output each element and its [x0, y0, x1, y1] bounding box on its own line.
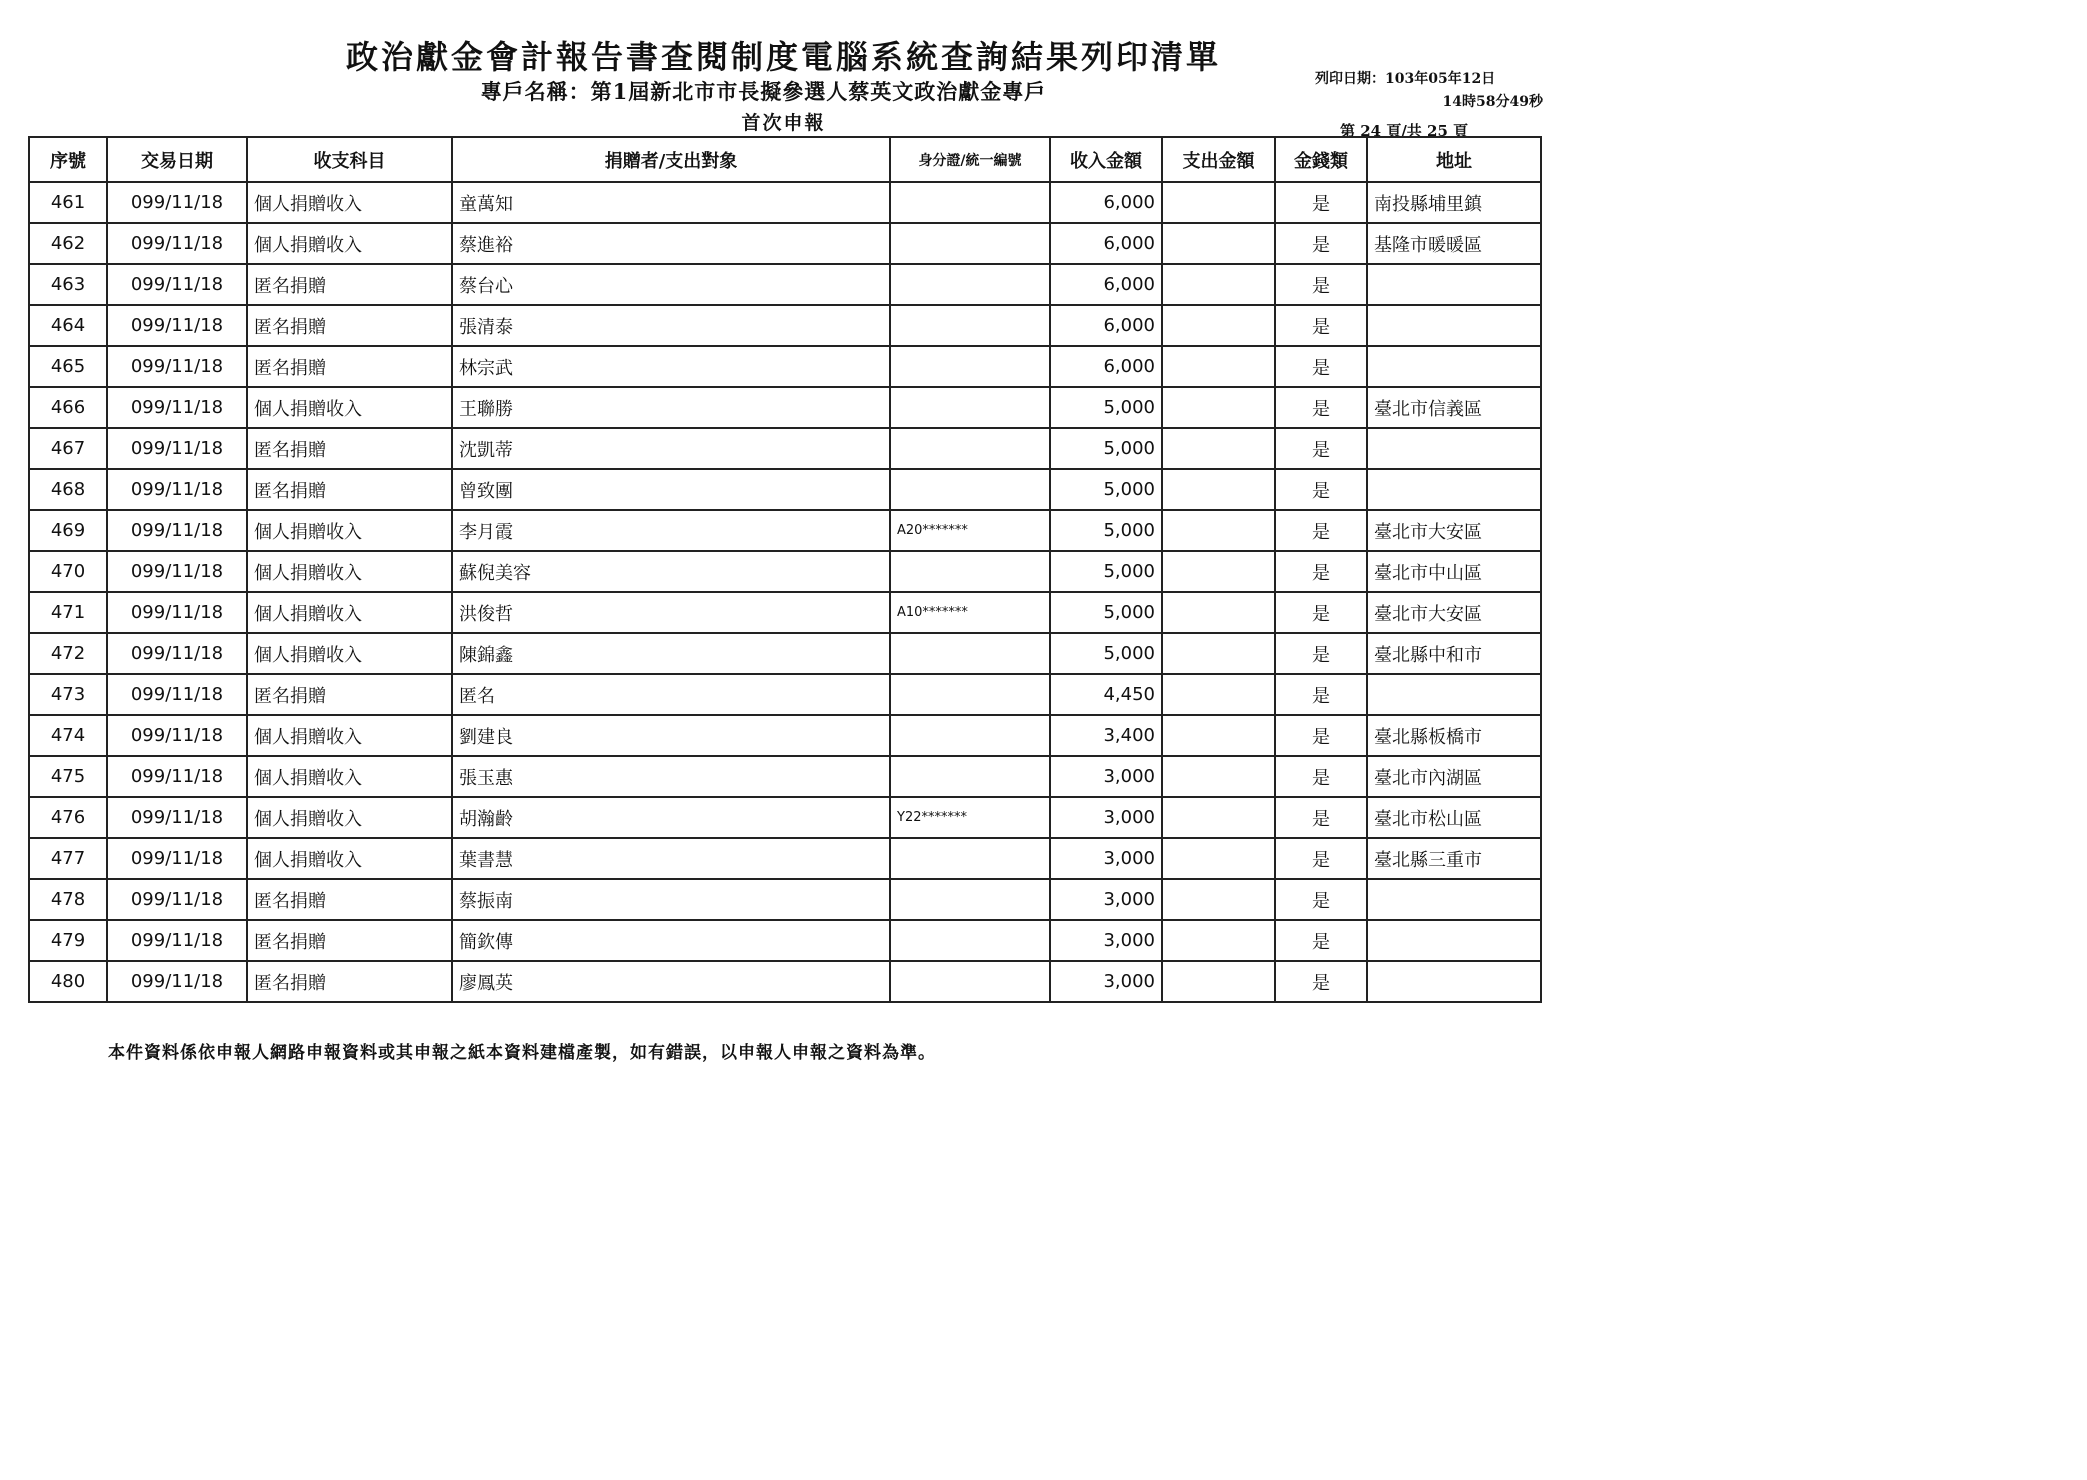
- cell-date: 099/11/18: [107, 633, 247, 674]
- cell-address: [1367, 346, 1541, 387]
- cell-donor: 葉書慧: [452, 838, 890, 879]
- cell-category: 匿名捐贈: [247, 428, 452, 469]
- cell-income: 5,000: [1050, 428, 1162, 469]
- cell-category: 個人捐贈收入: [247, 510, 452, 551]
- cell-category: 匿名捐贈: [247, 305, 452, 346]
- cell-cash: 是: [1275, 756, 1367, 797]
- cell-donor: 蘇倪美容: [452, 551, 890, 592]
- cell-date: 099/11/18: [107, 715, 247, 756]
- table-row: [29, 838, 1541, 879]
- cell-date: 099/11/18: [107, 838, 247, 879]
- cell-cash: 是: [1275, 223, 1367, 264]
- cell-category: 個人捐贈收入: [247, 223, 452, 264]
- cell-category: 匿名捐贈: [247, 346, 452, 387]
- cell-income: 5,000: [1050, 510, 1162, 551]
- cell-date: 099/11/18: [107, 469, 247, 510]
- cell-date: 099/11/18: [107, 264, 247, 305]
- cell-address: 臺北市中山區: [1367, 551, 1541, 592]
- cell-id: [890, 920, 1050, 961]
- table-header-row: [29, 137, 1541, 182]
- table-row: [29, 346, 1541, 387]
- cell-donor: 王聯勝: [452, 387, 890, 428]
- cell-address: 臺北縣三重市: [1367, 838, 1541, 879]
- cell-donor: 蔡台心: [452, 264, 890, 305]
- cell-address: [1367, 305, 1541, 346]
- cell-cash: 是: [1275, 838, 1367, 879]
- cell-expense: [1162, 797, 1275, 838]
- cell-donor: 張玉惠: [452, 756, 890, 797]
- cell-date: 099/11/18: [107, 592, 247, 633]
- cell-cash: 是: [1275, 428, 1367, 469]
- cell-category: 匿名捐贈: [247, 920, 452, 961]
- cell-date: 099/11/18: [107, 223, 247, 264]
- cell-address: 基隆市暖暖區: [1367, 223, 1541, 264]
- table-row: [29, 592, 1541, 633]
- col-header-expense: 支出金額: [1162, 137, 1275, 182]
- footer-note: 本件資料係依申報人網路申報資料或其申報之紙本資料建檔產製，如有錯誤，以申報人申報之資料為準。: [108, 1043, 936, 1063]
- cell-expense: [1162, 592, 1275, 633]
- page-info: 第 24 頁/共 25 頁: [1340, 122, 1469, 140]
- cell-seq: 477: [29, 838, 107, 879]
- cell-date: 099/11/18: [107, 674, 247, 715]
- cell-cash: 是: [1275, 674, 1367, 715]
- cell-seq: 476: [29, 797, 107, 838]
- cell-cash: 是: [1275, 387, 1367, 428]
- table-row: [29, 961, 1541, 1002]
- cell-seq: 465: [29, 346, 107, 387]
- cell-id: [890, 428, 1050, 469]
- report-type: 首次申報: [741, 112, 826, 134]
- cell-expense: [1162, 264, 1275, 305]
- table-row: [29, 469, 1541, 510]
- cell-income: 3,000: [1050, 920, 1162, 961]
- cell-cash: 是: [1275, 264, 1367, 305]
- cell-category: 個人捐贈收入: [247, 633, 452, 674]
- cell-income: 5,000: [1050, 551, 1162, 592]
- col-header-address: 地址: [1367, 137, 1541, 182]
- cell-donor: 曾致團: [452, 469, 890, 510]
- cell-donor: 洪俊哲: [452, 592, 890, 633]
- cell-address: 臺北縣中和市: [1367, 633, 1541, 674]
- cell-seq: 462: [29, 223, 107, 264]
- cell-expense: [1162, 469, 1275, 510]
- table-row: [29, 182, 1541, 223]
- cell-id: A20*******: [890, 510, 1050, 551]
- cell-income: 4,450: [1050, 674, 1162, 715]
- cell-category: 匿名捐贈: [247, 469, 452, 510]
- cell-expense: [1162, 551, 1275, 592]
- cell-date: 099/11/18: [107, 428, 247, 469]
- cell-expense: [1162, 305, 1275, 346]
- table-row: [29, 920, 1541, 961]
- cell-date: 099/11/18: [107, 551, 247, 592]
- cell-category: 個人捐贈收入: [247, 592, 452, 633]
- cell-address: [1367, 879, 1541, 920]
- col-header-seq: 序號: [29, 137, 107, 182]
- cell-date: 099/11/18: [107, 305, 247, 346]
- cell-income: 3,000: [1050, 961, 1162, 1002]
- cell-income: 5,000: [1050, 633, 1162, 674]
- cell-date: 099/11/18: [107, 756, 247, 797]
- cell-donor: 陳錦鑫: [452, 633, 890, 674]
- cell-income: 5,000: [1050, 592, 1162, 633]
- cell-id: [890, 264, 1050, 305]
- cell-income: 3,000: [1050, 879, 1162, 920]
- cell-seq: 464: [29, 305, 107, 346]
- cell-id: Y22*******: [890, 797, 1050, 838]
- cell-id: [890, 674, 1050, 715]
- cell-expense: [1162, 633, 1275, 674]
- table-row: [29, 264, 1541, 305]
- table-row: [29, 387, 1541, 428]
- cell-address: 臺北市松山區: [1367, 797, 1541, 838]
- cell-date: 099/11/18: [107, 182, 247, 223]
- col-header-income: 收入金額: [1050, 137, 1162, 182]
- table-row: [29, 428, 1541, 469]
- cell-category: 匿名捐贈: [247, 264, 452, 305]
- cell-address: 臺北市內湖區: [1367, 756, 1541, 797]
- cell-expense: [1162, 920, 1275, 961]
- cell-income: 3,400: [1050, 715, 1162, 756]
- cell-date: 099/11/18: [107, 387, 247, 428]
- cell-address: 南投縣埔里鎮: [1367, 182, 1541, 223]
- cell-income: 3,000: [1050, 838, 1162, 879]
- cell-expense: [1162, 428, 1275, 469]
- cell-donor: 張清泰: [452, 305, 890, 346]
- cell-cash: 是: [1275, 469, 1367, 510]
- cell-cash: 是: [1275, 879, 1367, 920]
- cell-donor: 蔡振南: [452, 879, 890, 920]
- cell-date: 099/11/18: [107, 797, 247, 838]
- cell-id: [890, 551, 1050, 592]
- cell-category: 個人捐贈收入: [247, 387, 452, 428]
- cell-donor: 李月霞: [452, 510, 890, 551]
- table-row: [29, 223, 1541, 264]
- cell-income: 6,000: [1050, 305, 1162, 346]
- cell-cash: 是: [1275, 592, 1367, 633]
- document-title: 政治獻金會計報告書查閱制度電腦系統查詢結果列印清單: [345, 38, 1221, 76]
- cell-address: [1367, 674, 1541, 715]
- cell-category: 個人捐贈收入: [247, 551, 452, 592]
- cell-id: [890, 305, 1050, 346]
- cell-address: [1367, 264, 1541, 305]
- cell-seq: 469: [29, 510, 107, 551]
- cell-seq: 461: [29, 182, 107, 223]
- cell-id: [890, 756, 1050, 797]
- col-header-id: 身分證/統一編號: [890, 137, 1050, 182]
- cell-seq: 473: [29, 674, 107, 715]
- cell-cash: 是: [1275, 346, 1367, 387]
- cell-address: [1367, 469, 1541, 510]
- cell-seq: 463: [29, 264, 107, 305]
- table-row: [29, 756, 1541, 797]
- donation-table: [28, 136, 1542, 1003]
- cell-cash: 是: [1275, 633, 1367, 674]
- cell-expense: [1162, 674, 1275, 715]
- cell-seq: 471: [29, 592, 107, 633]
- table-row: [29, 674, 1541, 715]
- cell-id: [890, 633, 1050, 674]
- cell-category: 個人捐贈收入: [247, 715, 452, 756]
- print-date: 列印日期：103年05年12日: [1315, 71, 1496, 87]
- table-body: [29, 182, 1541, 1002]
- table-row: [29, 551, 1541, 592]
- cell-address: [1367, 428, 1541, 469]
- cell-address: 臺北縣板橋市: [1367, 715, 1541, 756]
- col-header-category: 收支科目: [247, 137, 452, 182]
- cell-category: 個人捐贈收入: [247, 182, 452, 223]
- cell-address: [1367, 920, 1541, 961]
- cell-expense: [1162, 223, 1275, 264]
- cell-date: 099/11/18: [107, 879, 247, 920]
- cell-seq: 468: [29, 469, 107, 510]
- cell-cash: 是: [1275, 797, 1367, 838]
- cell-category: 個人捐贈收入: [247, 756, 452, 797]
- cell-id: [890, 469, 1050, 510]
- cell-donor: 沈凱蒂: [452, 428, 890, 469]
- cell-date: 099/11/18: [107, 961, 247, 1002]
- cell-seq: 475: [29, 756, 107, 797]
- cell-id: [890, 223, 1050, 264]
- cell-expense: [1162, 182, 1275, 223]
- cell-income: 6,000: [1050, 264, 1162, 305]
- cell-address: [1367, 961, 1541, 1002]
- cell-date: 099/11/18: [107, 346, 247, 387]
- cell-income: 3,000: [1050, 797, 1162, 838]
- table-row: [29, 510, 1541, 551]
- cell-id: [890, 838, 1050, 879]
- cell-category: 匿名捐贈: [247, 961, 452, 1002]
- cell-category: 匿名捐贈: [247, 879, 452, 920]
- cell-expense: [1162, 838, 1275, 879]
- cell-id: [890, 879, 1050, 920]
- cell-income: 5,000: [1050, 469, 1162, 510]
- cell-cash: 是: [1275, 961, 1367, 1002]
- cell-income: 6,000: [1050, 182, 1162, 223]
- cell-donor: 童萬知: [452, 182, 890, 223]
- account-name: 專戶名稱：第1屆新北市市長擬參選人蔡英文政治獻金專戶: [480, 79, 1047, 104]
- cell-donor: 林宗武: [452, 346, 890, 387]
- col-header-cash: 金錢類: [1275, 137, 1367, 182]
- cell-id: [890, 387, 1050, 428]
- cell-expense: [1162, 715, 1275, 756]
- cell-cash: 是: [1275, 715, 1367, 756]
- col-header-date: 交易日期: [107, 137, 247, 182]
- cell-cash: 是: [1275, 182, 1367, 223]
- cell-expense: [1162, 756, 1275, 797]
- cell-donor: 胡瀚齡: [452, 797, 890, 838]
- cell-donor: 廖鳳英: [452, 961, 890, 1002]
- cell-cash: 是: [1275, 920, 1367, 961]
- table-row: [29, 797, 1541, 838]
- cell-income: 5,000: [1050, 387, 1162, 428]
- cell-category: 個人捐贈收入: [247, 838, 452, 879]
- cell-expense: [1162, 387, 1275, 428]
- cell-seq: 478: [29, 879, 107, 920]
- col-header-donor: 捐贈者/支出對象: [452, 137, 890, 182]
- cell-address: 臺北市信義區: [1367, 387, 1541, 428]
- cell-date: 099/11/18: [107, 920, 247, 961]
- cell-seq: 466: [29, 387, 107, 428]
- cell-expense: [1162, 346, 1275, 387]
- cell-income: 3,000: [1050, 756, 1162, 797]
- table-row: [29, 633, 1541, 674]
- cell-donor: 匿名: [452, 674, 890, 715]
- cell-seq: 467: [29, 428, 107, 469]
- cell-donor: 蔡進裕: [452, 223, 890, 264]
- cell-cash: 是: [1275, 510, 1367, 551]
- cell-donor: 簡欽傳: [452, 920, 890, 961]
- cell-id: A10*******: [890, 592, 1050, 633]
- cell-seq: 479: [29, 920, 107, 961]
- cell-address: 臺北市大安區: [1367, 510, 1541, 551]
- cell-category: 匿名捐贈: [247, 674, 452, 715]
- cell-seq: 474: [29, 715, 107, 756]
- cell-expense: [1162, 510, 1275, 551]
- cell-income: 6,000: [1050, 223, 1162, 264]
- print-time: 14時58分49秒: [1442, 94, 1543, 110]
- cell-seq: 470: [29, 551, 107, 592]
- cell-id: [890, 961, 1050, 1002]
- cell-cash: 是: [1275, 551, 1367, 592]
- table-row: [29, 305, 1541, 346]
- table-row: [29, 715, 1541, 756]
- cell-id: [890, 715, 1050, 756]
- cell-address: 臺北市大安區: [1367, 592, 1541, 633]
- cell-expense: [1162, 961, 1275, 1002]
- cell-donor: 劉建良: [452, 715, 890, 756]
- cell-seq: 480: [29, 961, 107, 1002]
- cell-id: [890, 346, 1050, 387]
- cell-category: 個人捐贈收入: [247, 797, 452, 838]
- cell-id: [890, 182, 1050, 223]
- cell-expense: [1162, 879, 1275, 920]
- cell-income: 6,000: [1050, 346, 1162, 387]
- cell-cash: 是: [1275, 305, 1367, 346]
- cell-date: 099/11/18: [107, 510, 247, 551]
- cell-seq: 472: [29, 633, 107, 674]
- table-row: [29, 879, 1541, 920]
